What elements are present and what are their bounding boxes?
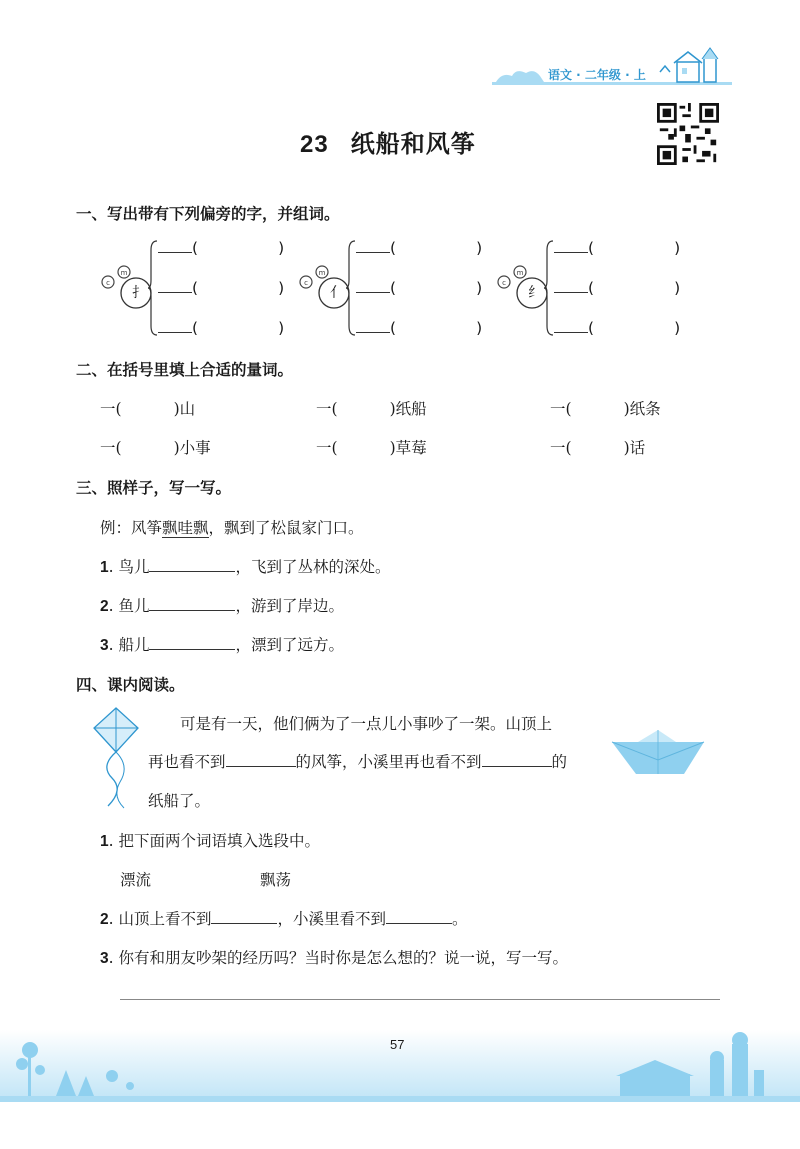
section4-heading: 四、课内阅读。 (76, 676, 185, 694)
radical-answer-line[interactable]: ( ) (356, 278, 482, 297)
lesson-title: 纸船和风筝 (350, 130, 476, 158)
measure-word-item[interactable]: 一( )纸条 (550, 400, 661, 418)
svg-text:m: m (120, 269, 128, 277)
radical-char: 纟 (528, 285, 542, 301)
reading-question-1: 1. 把下面两个词语填入选段中。 (100, 832, 320, 850)
radical-answer-line[interactable]: ( ) (356, 238, 482, 257)
passage-line-3: 纸船了。 (148, 792, 211, 810)
kite-icon (90, 706, 142, 810)
radical-answer-line[interactable]: ( ) (356, 318, 482, 337)
measure-word-item[interactable]: 一( )山 (100, 400, 196, 418)
example-sentence: 例：风筝飘哇飘，飘到了松鼠家门口。 (100, 519, 364, 537)
imitation-item-1[interactable]: 1. 鸟儿 ，飞到了丛林的深处。 (100, 558, 391, 576)
brace-icon (346, 240, 356, 336)
svg-text:c: c (304, 279, 308, 287)
reading-question-3: 3. 你有和朋友吵架的经历吗？当时你是怎么想的？说一说，写一写。 (100, 949, 568, 967)
section2-heading: 二、在括号里填上合适的量词。 (76, 361, 294, 379)
radical-char: 扌 (132, 285, 146, 301)
radical-answer-line[interactable]: ( ) (158, 318, 284, 337)
word-option-1: 漂流 (120, 871, 152, 889)
measure-word-item[interactable]: 一( )话 (550, 439, 646, 457)
radical-answer-line[interactable]: ( ) (554, 278, 680, 297)
radical-char: 亻 (330, 285, 344, 301)
imitation-item-3[interactable]: 3. 船儿 ，漂到了远方。 (100, 636, 344, 654)
radical-group-2 (296, 238, 496, 338)
section3-heading: 三、照样子，写一写。 (76, 479, 232, 497)
radical-answer-line[interactable]: ( ) (554, 318, 680, 337)
reading-question-2[interactable]: 2. 山顶上看不到 ，小溪里看不到 。 (100, 910, 468, 928)
svg-text:m: m (318, 269, 326, 277)
passage-line-2[interactable]: 再也看不到 的风筝，小溪里再也看不到 的 (148, 753, 568, 771)
measure-word-item[interactable]: 一( )草莓 (316, 439, 427, 457)
qr-code-icon (655, 103, 721, 165)
svg-text:c: c (502, 279, 506, 287)
brace-icon (544, 240, 554, 336)
house-icon (660, 48, 718, 82)
svg-text:c: c (106, 279, 110, 287)
radical-answer-line[interactable]: ( ) (158, 278, 284, 297)
svg-text:m: m (516, 269, 524, 277)
page-number: 57 (390, 1037, 405, 1052)
brace-icon (148, 240, 158, 336)
section1-heading: 一、写出带有下列偏旁的字，并组词。 (76, 205, 340, 223)
measure-word-item[interactable]: 一( )小事 (100, 439, 211, 457)
radical-group-1 (98, 238, 298, 338)
answer-line[interactable] (120, 999, 720, 1000)
radical-answer-line[interactable]: ( ) (158, 238, 284, 257)
passage-line-1: 可是有一天，他们俩为了一点儿小事吵了一架。山顶上 (180, 715, 553, 733)
measure-word-item[interactable]: 一( )纸船 (316, 400, 427, 418)
header-subject: 语文 · 二年级 · 上 (548, 68, 646, 82)
lesson-number: 23 (300, 131, 329, 158)
radical-answer-line[interactable]: ( ) (554, 238, 680, 257)
radical-group-3 (494, 238, 694, 338)
imitation-item-2[interactable]: 2. 鱼儿 ，游到了岸边。 (100, 597, 344, 615)
paper-boat-icon (610, 730, 706, 780)
word-option-2: 飘荡 (260, 871, 292, 889)
page-title (300, 124, 476, 159)
